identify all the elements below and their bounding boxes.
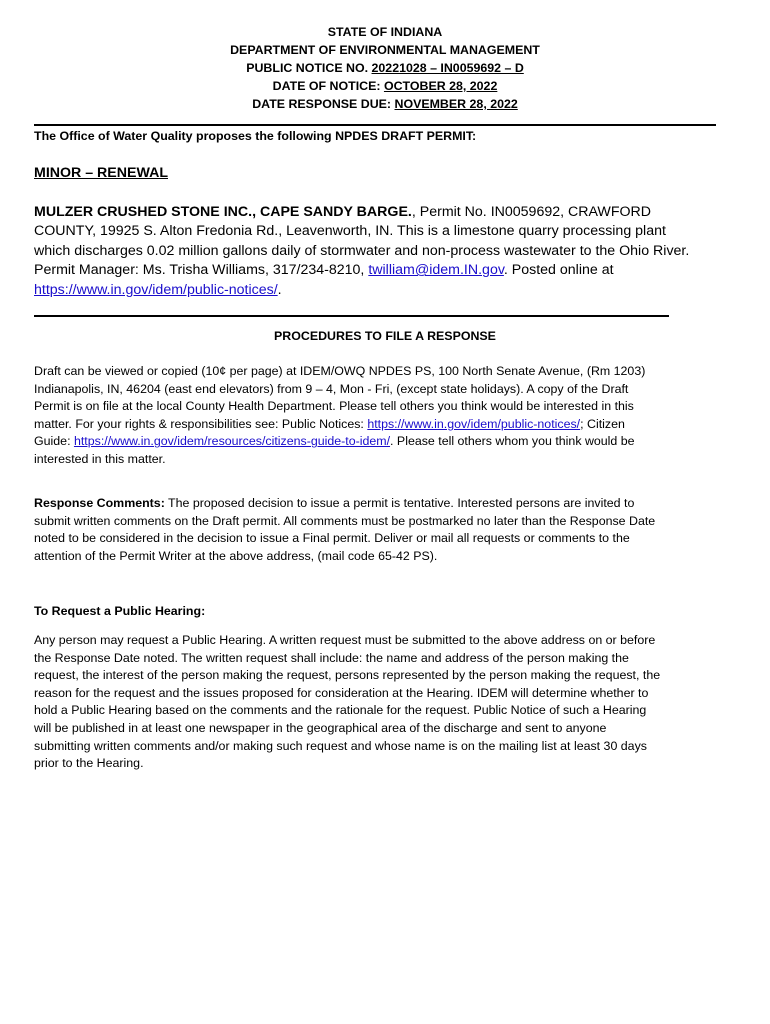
header-state: STATE OF INDIANA — [327, 25, 443, 39]
citizens-guide-link[interactable]: https://www.in.gov/idem/resources/citizens-guide-to-idem/ — [73, 434, 391, 449]
public-notices-link[interactable]: https://www.in.gov/idem/public-notices/ — [34, 281, 278, 298]
header-date-of-notice: DATE OF NOTICE: OCTOBER 28, 2022 — [272, 79, 498, 93]
header-date-response-due: DATE RESPONSE DUE: NOVEMBER 28, 2022 — [252, 97, 518, 111]
facility-name: MULZER CRUSHED STONE INC., CAPE SANDY BARGE. — [34, 204, 412, 220]
notice-header — [0, 23, 770, 113]
header-department: DEPARTMENT OF ENVIRONMENTAL MANAGEMENT — [230, 43, 540, 57]
intro-text: The Office of Water Quality proposes the following NPDES DRAFT PERMIT: — [34, 129, 477, 143]
header-divider — [34, 124, 716, 126]
procedures-title: PROCEDURES TO FILE A RESPONSE — [274, 329, 496, 343]
response-comments-label: Response Comments: — [34, 496, 165, 510]
public-notices-link-2[interactable]: https://www.in.gov/idem/public-notices/ — [367, 416, 581, 431]
response-comments-paragraph: Response Comments: The proposed decision to issue a permit is tentative. Interested persons are invited to submit written comments on the Draft permit. All comments must be postmarked no later than the Response Date noted to be considered in the decision to issue a Final permit. Deliver or mail all requests or comments to the attention of the Permit Writer at the above address, (mail code 65-42 PS). — [34, 496, 656, 563]
public-hearing-paragraph: Any person may request a Public Hearing. A written request must be submitted to the above address on or before the Response Date noted. The written request shall include: the name and address of the person making the request, the interest of the person making the request, persons represented by the person making the request, the reason for the request and the issues proposed for consideration at the Hearing. IDEM will determine whether to hold a Public Hearing based on the comments and the rationale for the request. Public Notice of such a Hearing will be published in at least one newspaper in the geographical area of the discharge and sent to anyone submitting written comments and/or making such request and whose name is on the mailing list at least 30 days prior to the Hearing. — [34, 633, 661, 771]
draft-paragraph: Draft can be viewed or copied (10¢ per page) at IDEM/OWQ NPDES PS, 100 North Senate Avenue, (Rm 1203) Indianapolis, IN, 46204 (east end elevators) from 9 – 4, Mon - Fri, (except state holidays). A copy of the Draft Permit is on file at the local County Health Department. Please tell others you think would be interested in this matter. For your rights & responsibilities see: Public Notices: https://www.in.gov/idem/public-notices/; Citizen Guide: https://www.in.gov/idem/resources/citizens-guide-to-idem/. Please tell others whom you think would be interested in this matter. — [34, 364, 646, 466]
permit-manager-email-link[interactable]: twilliam@idem.IN.gov — [368, 262, 504, 279]
section-divider — [34, 315, 669, 317]
permit-category: MINOR – RENEWAL — [34, 165, 168, 181]
permit-description: MULZER CRUSHED STONE INC., CAPE SANDY BARGE., Permit No. IN0059692, CRAWFORD COUNTY, 19925 S. Alton Fredonia Rd., Leavenworth, IN. This is a limestone quarry processing plant which discharges 0.02 million gallons daily of stormwater and non-process wastewater to the Ohio River. Permit Manager: Ms. Trisha Williams, 317/234-8210, twilliam@idem.IN.gov. Posted online at https://www.in.gov/idem/public-notices/. — [34, 204, 690, 298]
public-hearing-title: To Request a Public Hearing: — [34, 604, 206, 618]
header-notice-number: PUBLIC NOTICE NO. 20221028 – IN0059692 – D — [246, 61, 524, 75]
